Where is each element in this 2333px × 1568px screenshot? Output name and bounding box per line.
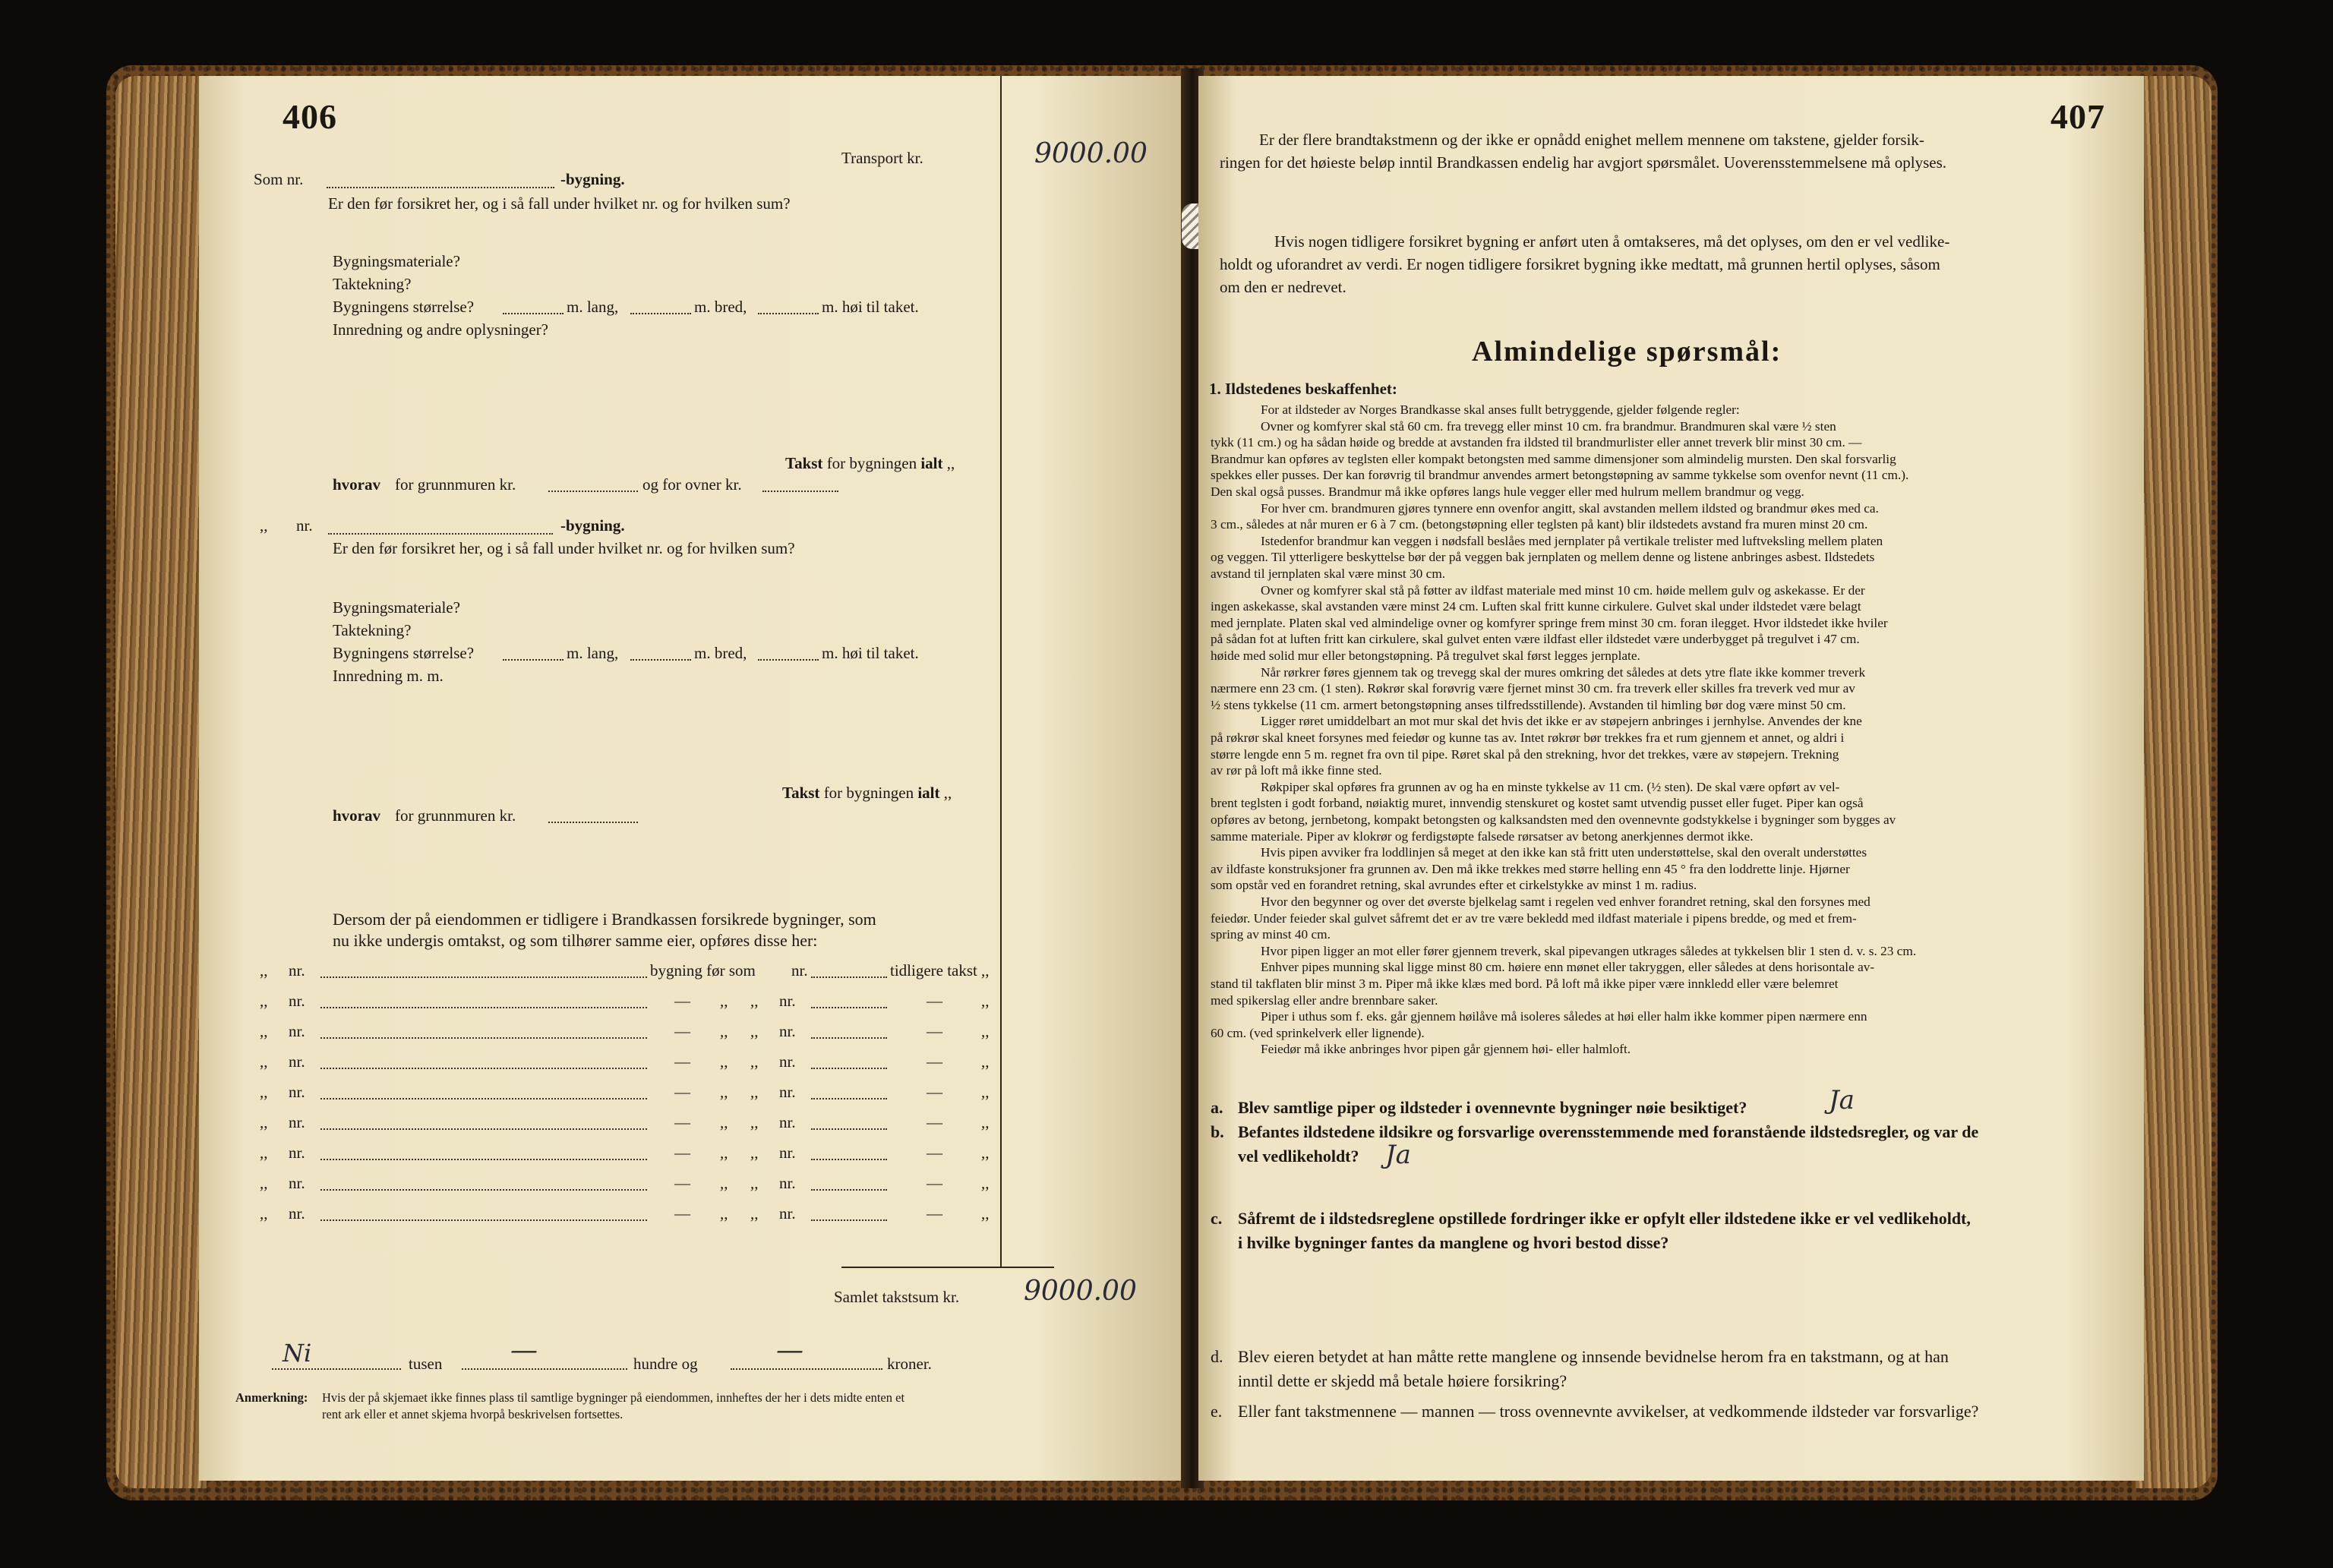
ditto-mark: ,, <box>981 1083 990 1101</box>
rule-text-line: ingen askekasse, skal avstanden være minst 24 cm. Luften skal fritt kunne cirkulere. Gulvet skal under ildstedet være belagt <box>1211 599 1861 614</box>
rule-text-line: Brandmur kan opføres av teglsten eller kompakt betongsten med samme dimensjoner som almindelig mursten. Den skal forsvarlig <box>1211 451 1896 466</box>
interior-label-2: Innredning m. m. <box>333 667 444 685</box>
question-b-line-1: Befantes ildstedene ildsikre og forsvarlige overensstemmende med foranstående ildstedsregler, og var de <box>1238 1122 1979 1141</box>
rule-text-line: ½ stens tykkelse (11 cm. armert betongstøpning anses tilfredsstillende). Avstanden til himling bør dog være minst 50 cm. <box>1211 697 1846 712</box>
foundation-label-2: for grunnmuren kr. <box>395 806 516 825</box>
m-lang-label-2: m. lang, <box>567 644 619 662</box>
ditto-mark: ,, <box>981 1052 990 1071</box>
som-nr-label: Som nr. <box>254 170 304 188</box>
m-bred-label: m. bred, <box>694 298 747 316</box>
ditto-mark: ,, <box>981 1174 990 1192</box>
ditto-mark: ,, <box>720 1022 728 1040</box>
ditto-mark: ,, <box>260 1144 268 1162</box>
rule-text-line: Hvor pipen ligger an mot eller fører gjennem treverk, skal pipevangen utkrages således at tykkelsen blir 1 sten d. v. s. 23 cm. <box>1261 943 1917 958</box>
nr-label: nr. <box>289 992 305 1010</box>
ditto-mark: ,, <box>750 1113 759 1131</box>
ditto-mark: ,, <box>260 516 268 535</box>
kroner-label: kroner. <box>887 1355 932 1373</box>
ditto-mark: ,, <box>981 1022 990 1040</box>
bygning-for-som-label: bygning før som <box>650 961 756 980</box>
rule-text-line: på røkrør skal kneet forsynes med feiedør og kunne tas av. Intet røkrør bør trekkes fra et rum gjennem et annet, og aldri i <box>1211 730 1845 745</box>
total-sum-label: Samlet takstsum kr. <box>834 1288 960 1306</box>
ditto-mark: ,, <box>260 961 268 980</box>
question-e: Eller fant takstmennene — mannen — tross ovennevnte avvikelser, at vedkommende ildsteder var forsvarlige? <box>1238 1402 1979 1421</box>
page-edges-right <box>2136 76 2211 1488</box>
question-c-line-1: Såfremt de i ildstedsreglene opstillede fordringer ikke er opfylt eller ildstedene ikke er vel vedlikeholdt, <box>1238 1209 1971 1228</box>
page-edges-left <box>115 76 207 1488</box>
rule-text-line: samme materiale. Piper av klokrør og ferdigstøpte falsede rørsatser av betong anerkjennes dermot ikke. <box>1211 828 1754 844</box>
building-size-label-2: Bygningens størrelse? <box>333 644 475 662</box>
ditto-dash: — <box>674 1052 690 1071</box>
question-d-line-1: Blev eieren betydet at han måtte rette manglene og innsende bevidnelse herom fra en takstmann, og at han <box>1238 1347 1949 1366</box>
m-hoi-label: m. høi til taket. <box>822 298 919 316</box>
nr-label: nr. <box>779 1083 796 1101</box>
rule-text-line: For at ildsteder av Norges Brandkasse skal anses fullt betryggende, gjelder følgende regler: <box>1261 402 1740 417</box>
nr-label: nr. <box>779 1022 796 1040</box>
rule-text-line: Hvor den begynner og over det øverste bjelkelag samt i regelen ved enhver forandret retning, skal den forsynes med <box>1261 894 1871 909</box>
nr-label: nr. <box>289 1022 305 1040</box>
ditto-mark: ,, <box>720 992 728 1010</box>
rule-text-line: av ildfaste konstruksjoner fra grunnen av. Den må ikke trekkes med større helling enn 45 ° fra den loddrette linje. Hjørner <box>1211 861 1850 876</box>
ditto-dash: — <box>674 1022 690 1040</box>
question-e-label: e. <box>1211 1402 1223 1421</box>
roofing-label: Taktekning? <box>333 275 412 293</box>
page-number: 406 <box>283 97 337 136</box>
interior-label: Innredning og andre oplysninger? <box>333 320 549 339</box>
nr-label: nr. <box>289 1113 305 1131</box>
ditto-mark: ,, <box>720 1052 728 1071</box>
ditto-mark: ,, <box>750 992 759 1010</box>
rule-text-line: Ligger røret umiddelbart an mot mur skal det hvis det ikke er av støpejern anbringes i jernhylse. Anvendes der kne <box>1261 714 1862 729</box>
ditto-mark: ,, <box>720 1144 728 1162</box>
unrated-note-3: om den er nedrevet. <box>1220 278 1346 296</box>
ditto-mark: ,, <box>720 1174 728 1192</box>
section-heading: Almindelige spørsmål: <box>1472 336 1782 368</box>
ditto-mark: ,, <box>750 1174 759 1192</box>
right-page <box>1198 76 2144 1481</box>
roofing-label-2: Taktekning? <box>333 621 412 639</box>
nr-label: nr. <box>289 1144 305 1162</box>
rule-text-line: feiedør. Under feieder skal gulvet såfremt det er av tre være bekledd med ildfast materiale i pipens bredde, og med et frem- <box>1211 910 1857 926</box>
ditto-dash: — <box>927 1204 942 1223</box>
rule-text-line: 3 cm., således at når muren er 6 à 7 cm. (betongstøpning eller teglsten på kant) blir ildstedets avstand fra muren minst 20 cm. <box>1211 517 1868 532</box>
rule-text-line: Ovner og komfyrer skal stå på føtter av ildfast materiale med minst 10 cm. høide mellem gulv og askekasse. Er der <box>1261 582 1865 598</box>
hundre-og-label: hundre og <box>633 1355 698 1373</box>
nr-label: nr. <box>289 1204 305 1223</box>
nr-label: nr. <box>779 1052 796 1071</box>
question-d-label: d. <box>1211 1347 1223 1366</box>
unrated-note-1: Hvis nogen tidligere forsikret bygning er anført uten å omtakseres, må det oplyses, om den er vel vedlike- <box>1274 232 1950 251</box>
intro-line-2: ringen for det høieste beløp inntil Brandkassen endelig har avgjort spørsmålet. Uoverensstemmelsene må oplyses. <box>1220 153 1947 172</box>
ditto-dash: — <box>927 1113 942 1131</box>
rule-text-line: opføres av betong, jernbetong, kompakt betongsten og kalksandsten med den ovennevnte godstykkelse i bygninger som bygges av <box>1211 812 1896 827</box>
rule-text-line: stand til takflaten blir minst 3 m. Piper må ikke klæs med bord. På loft må ikke piper være innkledd eller være belemret <box>1211 976 1839 991</box>
amount-column-rule <box>1000 76 1002 1268</box>
ditto-dash: — <box>927 1174 942 1192</box>
ditto-dash: — <box>674 992 690 1010</box>
rule-text-line: Røkpiper skal opføres fra grunnen av og ha en minste tykkelse av 11 cm. (½ sten). De skal være opført av vel- <box>1261 779 1840 794</box>
nr-label: nr. <box>296 516 313 535</box>
previous-buildings-intro-1: Dersom der på eiendommen er tidligere i Brandkassen forsikrede bygninger, som <box>333 910 876 929</box>
rule-text-line: spring av minst 40 cm. <box>1211 927 1331 942</box>
m-bred-label-2: m. bred, <box>694 644 747 662</box>
rule-text-line: avstand til jernplaten skal være minst 30 cm. <box>1211 566 1446 581</box>
rule-text-line: 60 cm. (ved sprinkelverk eller lignende). <box>1211 1025 1425 1040</box>
rule-text-line: nærmere enn 23 cm. (1 sten). Røkrør skal forøvrig være fjernet minst 30 cm. fra treverk eller skilles fra treverk ved mur av <box>1211 681 1855 696</box>
nr-label: nr. <box>779 1204 796 1223</box>
question-d-line-2: inntil dette er skjedd må betale høiere forsikring? <box>1238 1371 1567 1390</box>
transport-value: 9000.00 <box>1034 138 1148 169</box>
building-material-label: Bygningsmateriale? <box>333 252 460 270</box>
nr-label: nr. <box>779 1174 796 1192</box>
ditto-dash: — <box>927 1144 942 1162</box>
nr-label: nr. <box>779 1144 796 1162</box>
ditto-mark: ,, <box>750 1144 759 1162</box>
rule-text-line: Feiedør må ikke anbringes hvor pipen går gjennem høi- eller halmloft. <box>1261 1042 1631 1057</box>
rule-text-line: som opstår ved en forandret retning, skal avrundes efter et cirkelstykke av minst 1 m. radius. <box>1211 878 1697 893</box>
unrated-note-2: holdt og uforandret av verdi. Er nogen tidligere forsikret bygning ikke medtatt, må grunnen hertil oplyses, såsom <box>1220 255 1940 273</box>
ditto-dash: — <box>674 1144 690 1162</box>
rule-text-line: Ovner og komfyrer skal stå 60 cm. fra trevegg eller minst 10 cm. fra brandmur. Brandmuren skal være ½ sten <box>1261 418 1836 434</box>
rule-text-line: med jernplate. Platen skal ved almindelige ovner og komfyrer springe frem minst 30 cm. foran ilegget. Hvor ildstedet ikke hviler <box>1211 615 1888 630</box>
ditto-dash: — <box>674 1083 690 1101</box>
ditto-mark: ,, <box>260 1174 268 1192</box>
ditto-mark: ,, <box>981 1204 990 1223</box>
rule-text-line: tykk (11 cm.) og ha sådan høide og bredde at avstanden fra ildsted til brandmurlister eller annet treverk blir minst 30 cm. — <box>1211 435 1862 450</box>
question-b-label: b. <box>1211 1122 1224 1141</box>
ditto-dash: — <box>927 1052 942 1071</box>
nr-label: nr. <box>289 961 305 980</box>
ditto-mark: ,, <box>981 961 990 980</box>
question-a-label: a. <box>1211 1098 1223 1117</box>
previous-buildings-intro-2: nu ikke undergis omtakst, og som tilhører samme eier, opføres disse her: <box>333 931 818 950</box>
rule-text-line: Den skal også pusses. Brandmur må ikke opføres langs hule vegger eller med hulrum mellem brandmur og vegg. <box>1211 484 1804 499</box>
rule-text-line: Hvis pipen avviker fra loddlinjen så meget at den ikke kan stå fritt uten understøttelse, skal den overalt understøttes <box>1261 845 1867 860</box>
takst-label-1: Takst for bygningen ialt ,, <box>785 454 955 472</box>
page-number: 407 <box>2050 97 2105 136</box>
rule-text-line: større lengde enn 5 m. regnet fra ovn til pipe. Røret skal på den strekning, hvor det trekkes, være av støpejern. Trekning <box>1211 746 1839 762</box>
rule-text-line: For hver cm. brandmuren gjøres tynnere enn ovenfor angitt, skal avstanden mellem ildsted og brandmur økes med ca. <box>1261 500 1879 516</box>
amount-in-words-ones: — <box>776 1335 803 1366</box>
section-1-title: 1. Ildstedenes beskaffenhet: <box>1209 380 1397 398</box>
question-c-line-2: i hvilke bygninger fantes da manglene og hvori bestod disse? <box>1238 1233 1669 1252</box>
intro-line-1: Er der flere brandtakstmenn og der ikke er opnådd enighet mellem mennene om takstene, gjelder forsik- <box>1259 131 1924 149</box>
ditto-dash: — <box>927 1083 942 1101</box>
ditto-mark: ,, <box>750 1204 759 1223</box>
rule-text-line: Enhver pipes munning skal ligge minst 80 cm. høiere enn mønet eller takryggen, eller således at dens horisontale av- <box>1261 960 1875 975</box>
building-size-label: Bygningens størrelse? <box>333 298 475 316</box>
ditto-mark: ,, <box>750 1052 759 1071</box>
nr-label: nr. <box>289 1174 305 1192</box>
rule-text-line: på sådan fot at luften fritt kan cirkulere, skal gulvet enten være ildfast eller ildstedet være underbygget på tregulvet i 47 cm. <box>1211 632 1860 647</box>
ditto-mark: ,, <box>981 992 990 1010</box>
question-b-line-2: vel vedlikeholdt? <box>1238 1147 1359 1166</box>
ditto-mark: ,, <box>750 1022 759 1040</box>
nr-label: nr. <box>779 1113 796 1131</box>
ditto-mark: ,, <box>260 1204 268 1223</box>
ditto-mark: ,, <box>260 1052 268 1071</box>
ditto-dash: — <box>927 1022 942 1040</box>
question-a: Blev samtlige piper og ildsteder i ovennevnte bygninger nøie besiktiget? <box>1238 1098 1747 1117</box>
foundation-label-1: for grunnmuren kr. <box>395 475 516 494</box>
rule-text-line: og veggen. Til ytterligere beskyttelse bør der på veggen bak jernplaten og mellem denne og listene anbringes asbest. Ildstedets <box>1211 550 1875 565</box>
bygning-label: -bygning. <box>560 170 625 188</box>
hvorav-label-2: hvorav <box>333 806 380 825</box>
ditto-mark: ,, <box>720 1113 728 1131</box>
note-line-1: Hvis der på skjemaet ikke finnes plass til samtlige bygninger på eiendommen, innheftes der her i dets midte enten et <box>322 1390 905 1405</box>
rule-text-line: med spikerslag eller andre brennbare saker. <box>1211 992 1438 1008</box>
previous-value-label: tidligere takst <box>890 961 977 980</box>
note-line-2: rent ark eller et annet skjema hvorpå beskrivelsen fortsettes. <box>322 1407 624 1421</box>
hvorav-label-1: hvorav <box>333 475 380 494</box>
total-sum-value: 9000.00 <box>1024 1276 1137 1307</box>
ditto-mark: ,, <box>260 1083 268 1101</box>
ditto-mark: ,, <box>260 1113 268 1131</box>
amount-in-words-thousands: Ni <box>283 1339 312 1368</box>
bygning-label-2: -bygning. <box>560 516 625 535</box>
rule-text-line: høide med solid mur eller betongstøpning. På tregulvet skal først legges jernplate. <box>1211 648 1640 663</box>
nr-label: nr. <box>791 961 808 980</box>
tusen-label: tusen <box>409 1355 443 1373</box>
stoves-label: og for ovner kr. <box>642 475 742 494</box>
rule-text-line: Piper i uthus som f. eks. går gjennem høilåve må isoleres således at høi eller halm ikke kommer pipen nærmere enn <box>1261 1009 1867 1024</box>
answer-a: Ja <box>1829 1085 1855 1115</box>
question-insured-before: Er den før forsikret her, og i så fall under hvilket nr. og for hvilken sum? <box>328 194 791 213</box>
answer-b: Ja <box>1385 1140 1411 1170</box>
ditto-dash: — <box>674 1174 690 1192</box>
left-page <box>199 76 1186 1481</box>
ditto-mark: ,, <box>260 992 268 1010</box>
nr-label: nr. <box>289 1052 305 1071</box>
ditto-dash: — <box>674 1204 690 1223</box>
m-hoi-label-2: m. høi til taket. <box>822 644 919 662</box>
nr-label: nr. <box>779 992 796 1010</box>
ditto-mark: ,, <box>720 1204 728 1223</box>
m-lang-label: m. lang, <box>567 298 619 316</box>
ditto-dash: — <box>927 992 942 1010</box>
rule-text-line: av rør på loft må ikke finne sted. <box>1211 763 1382 778</box>
nr-label: nr. <box>289 1083 305 1101</box>
building-material-label-2: Bygningsmateriale? <box>333 598 460 617</box>
rule-text-line: spekkes eller pusses. Der kan forøvrig til brandmur anvendes armert betongstøpning av samme tykkelse som ovenfor nevnt (11 cm.). <box>1211 468 1909 483</box>
ditto-mark: ,, <box>981 1144 990 1162</box>
rule-text-line: Istedenfor brandmur kan veggen i nødsfall beslåes med jernplater på vertikale trelister med luftveksling mellem platen <box>1261 533 1883 548</box>
question-insured-before-2: Er den før forsikret her, og i så fall under hvilket nr. og for hvilken sum? <box>333 539 795 557</box>
ditto-dash: — <box>674 1113 690 1131</box>
transport-label: Transport kr. <box>841 149 923 167</box>
note-label: Anmerkning: <box>235 1390 308 1405</box>
amount-in-words-hundreds: — <box>510 1335 538 1366</box>
rule-text-line: Når rørkrer føres gjennem tak og trevegg skal der mures omkring det således at dets ytre flate ikke kommer treverk <box>1261 664 1866 680</box>
takst-label-2: Takst for bygningen ialt ,, <box>782 784 952 802</box>
ditto-mark: ,, <box>260 1022 268 1040</box>
ditto-mark: ,, <box>750 1083 759 1101</box>
rule-text-line: brent teglsten i godt forband, nøiaktig muret, innvendig stenskuret og kostet samt utvendig pusset eller fuget. Piper kan også <box>1211 796 1864 811</box>
question-c-label: c. <box>1211 1209 1223 1228</box>
ditto-mark: ,, <box>720 1083 728 1101</box>
ditto-mark: ,, <box>981 1113 990 1131</box>
